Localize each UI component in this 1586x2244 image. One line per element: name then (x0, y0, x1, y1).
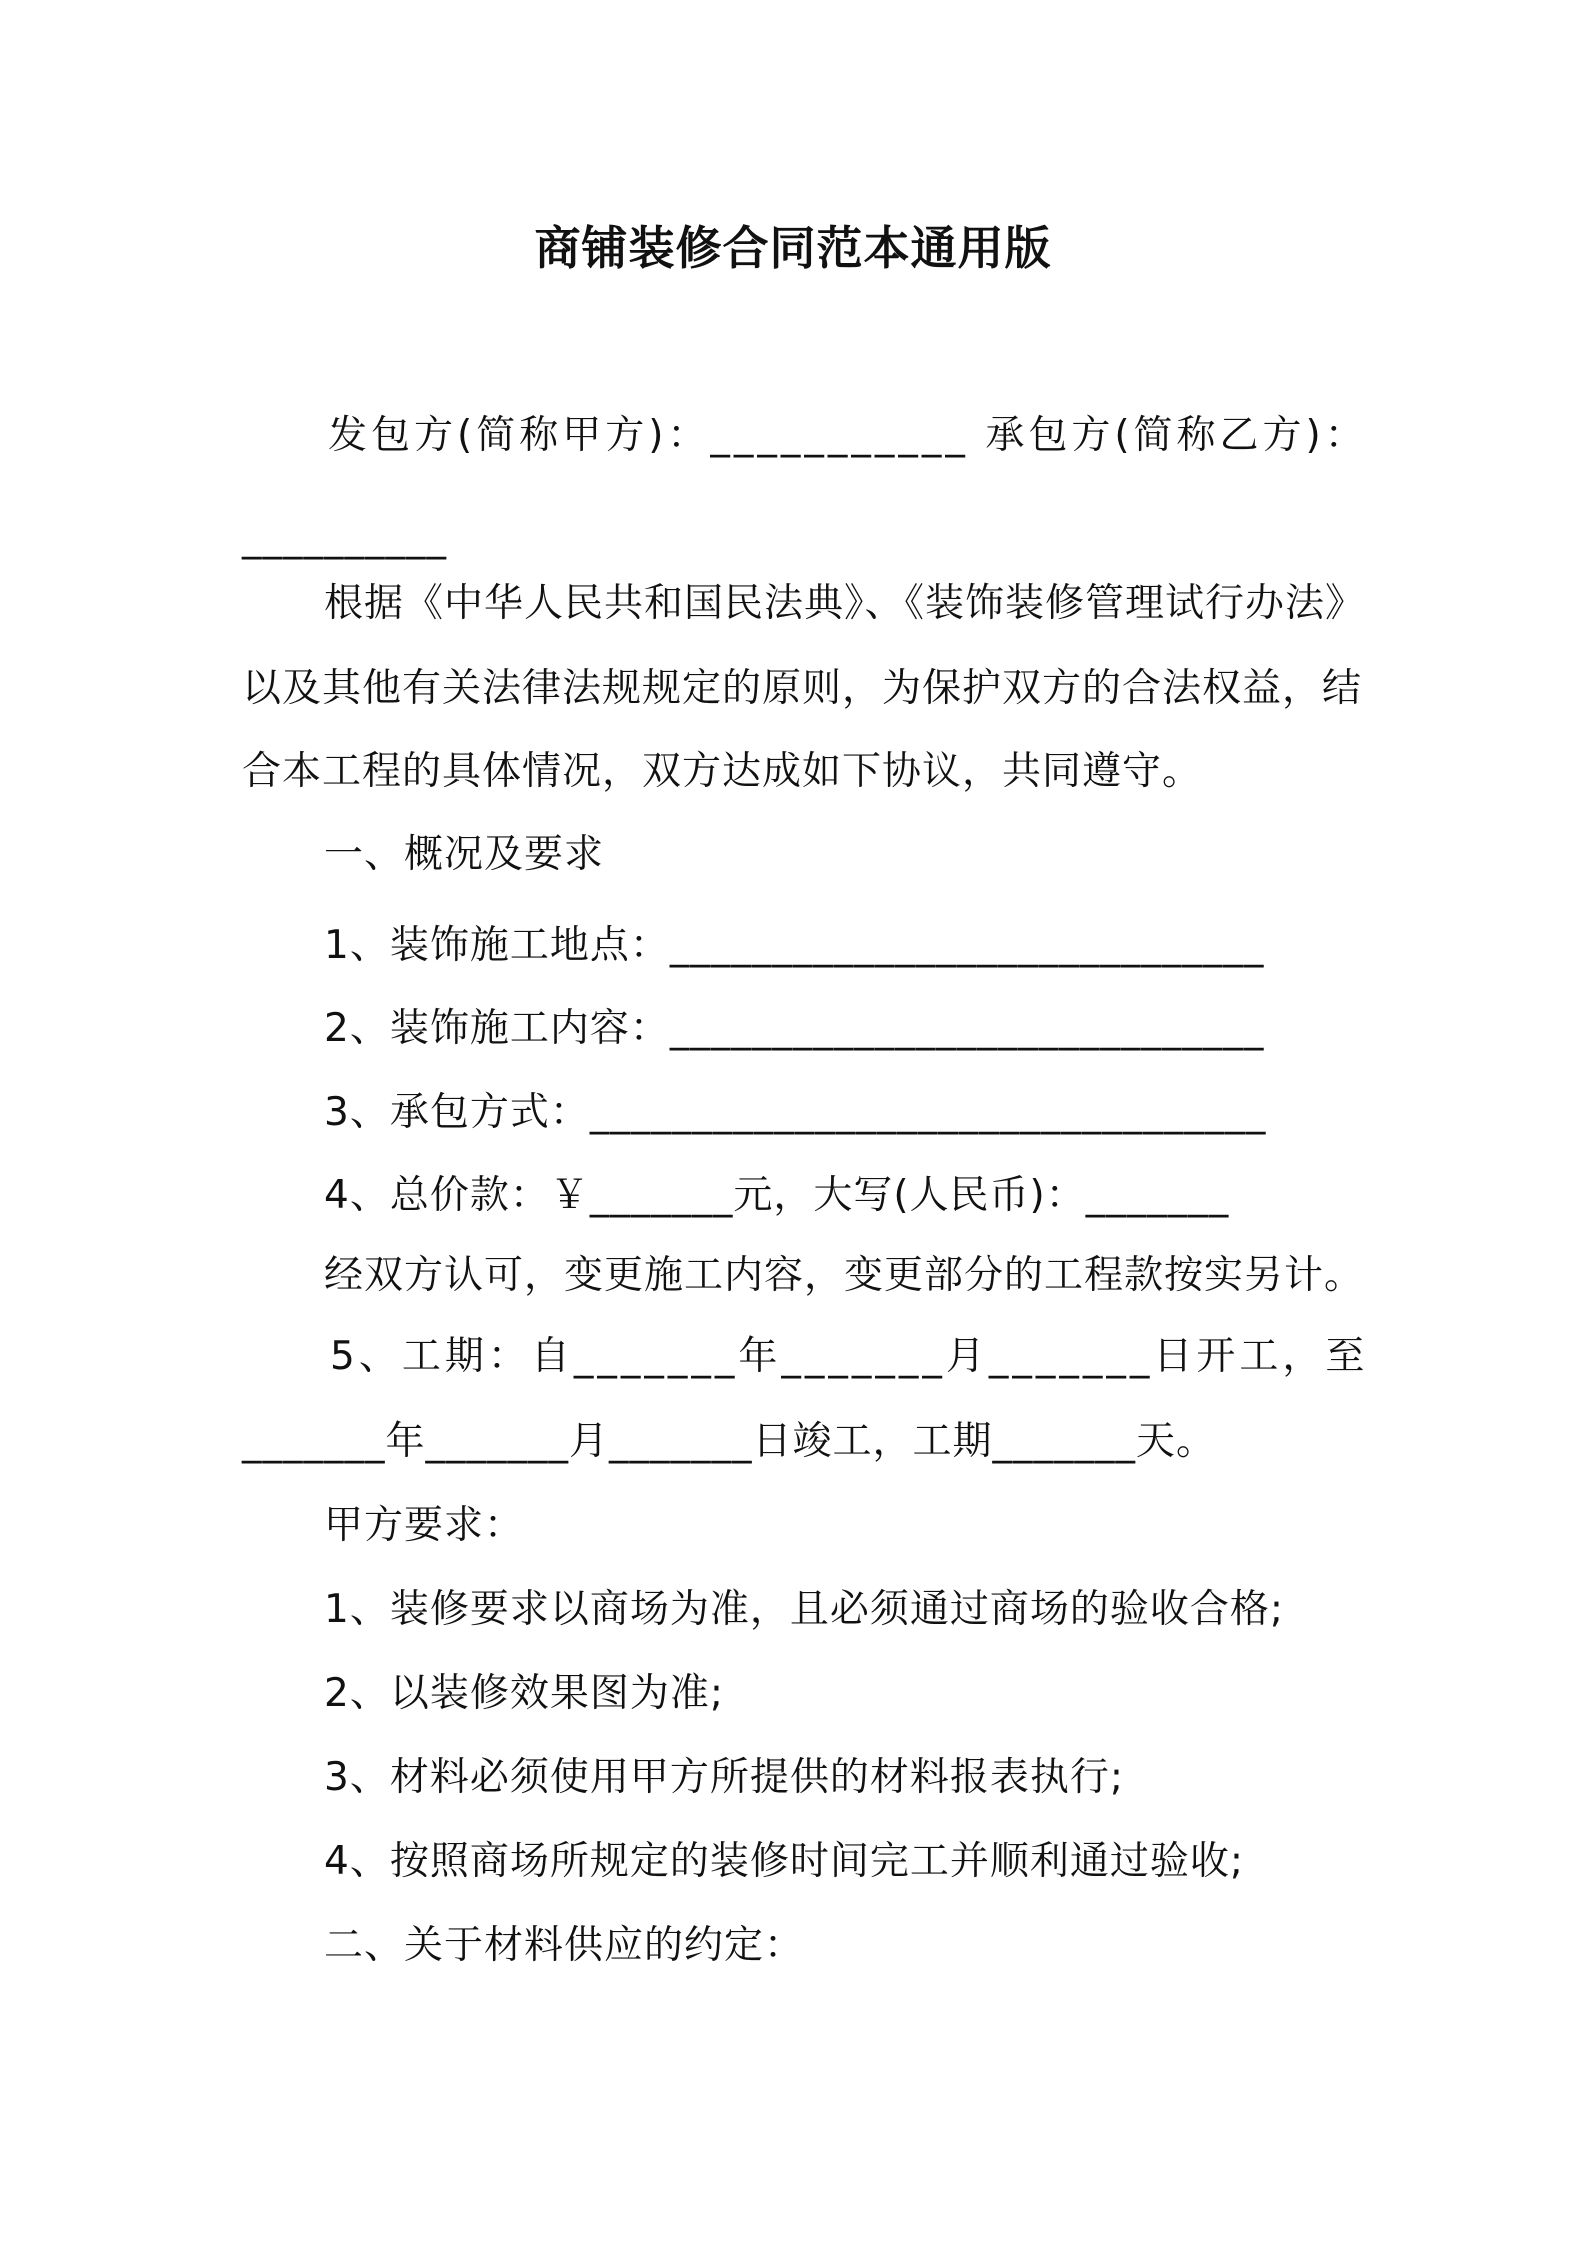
period-line-2: _______年_______月_______日竣工，工期_______天。 (242, 1419, 1217, 1464)
parties-line-continuation: __________ (242, 515, 447, 560)
intro-paragraph-line-2: 以及其他有关法律法规规定的原则，为保护双方的合法权益，结 (242, 666, 1363, 711)
item-location: 1、装饰施工地点：_____________________________ (324, 923, 1265, 968)
party-a-requirement-1: 1、装修要求以商场为准，且必须通过商场的验收合格; (324, 1587, 1284, 1632)
section-2-heading: 二、关于材料供应的约定： (324, 1923, 805, 1968)
party-a-heading: 甲方要求： (324, 1503, 525, 1548)
intro-paragraph-line-3: 合本工程的具体情况，双方达成如下协议，共同遵守。 (242, 749, 1203, 794)
party-a-requirement-3: 3、材料必须使用甲方所提供的材料报表执行; (324, 1755, 1124, 1800)
item-contract-mode: 3、承包方式：_________________________________ (324, 1090, 1267, 1135)
period-line-1: 5、工期：自_______年_______月_______日开工，至 (330, 1334, 1369, 1379)
party-a-requirement-4: 4、按照商场所规定的装修时间完工并顺利通过验收; (324, 1839, 1244, 1884)
section-1-heading: 一、概况及要求 (324, 832, 605, 877)
item-content: 2、装饰施工内容：_____________________________ (324, 1006, 1265, 1051)
intro-paragraph-line-1: 根据《中华人民共和国民法典》、《装饰装修管理试行办法》 (324, 581, 1366, 626)
parties-line: 发包方(简称甲方)：___________ 承包方(简称乙方)： (328, 413, 1368, 458)
party-a-requirement-2: 2、以装修效果图为准; (324, 1671, 724, 1716)
document-title: 商铺装修合同范本通用版 (534, 221, 1052, 275)
item-total-price: 4、总价款：￥_______元，大写(人民币)：_______ (324, 1173, 1230, 1218)
change-note: 经双方认可，变更施工内容，变更部分的工程款按实另计。 (324, 1253, 1365, 1298)
